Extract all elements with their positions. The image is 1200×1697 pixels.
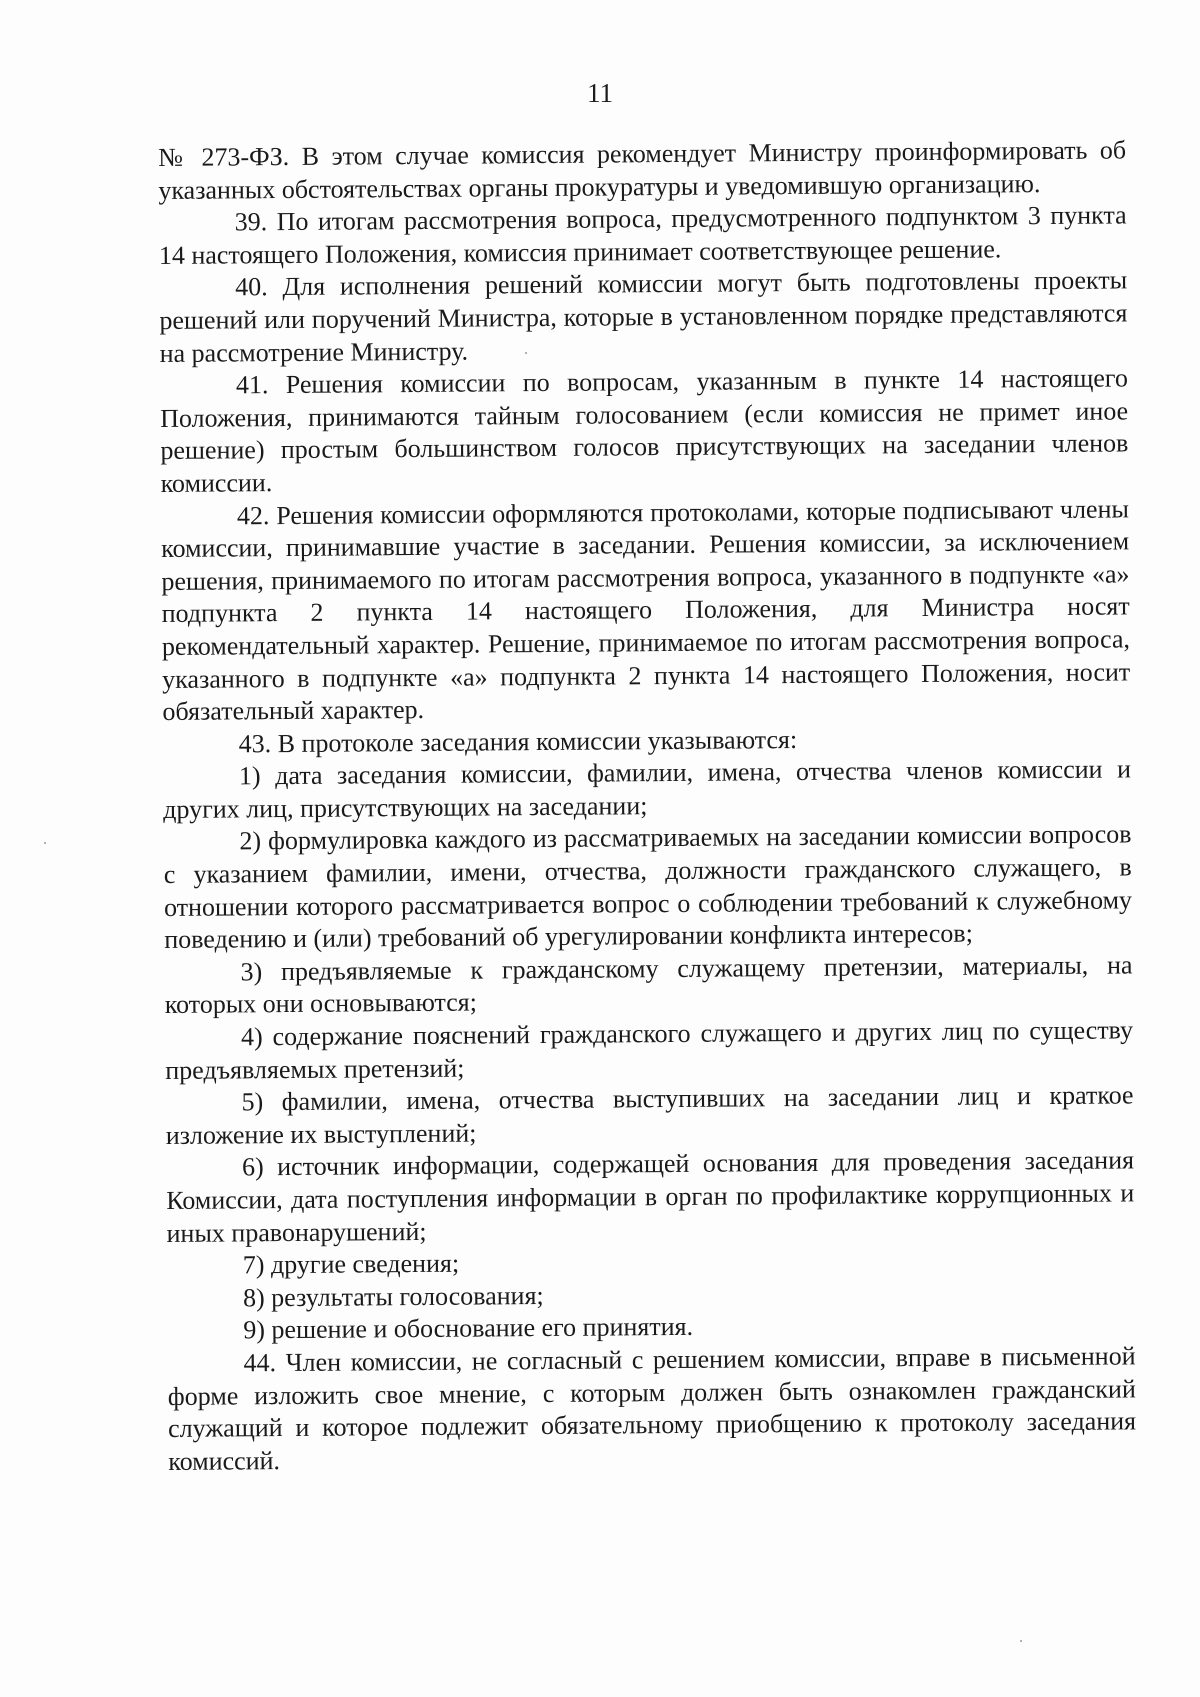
list-item-9: 9) решение и обоснование его принятия. (243, 1312, 694, 1345)
page-number: 11 (587, 78, 613, 108)
paragraph-41: 41. Решения комиссии по вопросам, указанным в пункте 14 настоящего Положения, принимаются тайным голосованием (если комиссия не примет иное решение) простым большинством голосов присутствующих на заседании членов комиссии. (160, 363, 1129, 498)
paragraph-40: 40. Для исполнения решений комиссии могут быть подготовлены проекты решений или поручений Министра, которые в установленном порядке представляются на рассмотрение Министру. (159, 265, 1128, 368)
list-item-1: 1) дата заседания комиссии, фамилии, имена, отчества членов комиссии и других лиц, присутствующих на заседании; (163, 754, 1132, 824)
list-item-2: 2) формулировка каждого из рассматриваемых на заседании комиссии вопросов с указанием фамилии, имени, отчества, должности гражданского служащего, в отношении которого рассматривается вопрос о соблюдении требований к служебному поведению и (или) требований об урегулировании конфликта интересов; (163, 819, 1133, 955)
list-item-4: 4) содержание пояснений гражданского служащего и других лиц по существу предъявляемых претензий; (165, 1015, 1134, 1085)
scan-speck (44, 842, 46, 844)
list-item-7: 7) другие сведения; (242, 1248, 460, 1280)
paragraph-43: 43. В протоколе заседания комиссии указываются: (238, 724, 798, 759)
paragraph-42: 42. Решения комиссии оформляются протоколами, которые подписывают члены комиссии, принимавшие участие в заседании. Решения комиссии, за исключением решения, принимаемого по итогам рассмотрения вопроса, указанного в подпункте «а» подпункта 2 пункта 14 настоящего Положения, для Министра носят рекомендательный характер. Решение, принимаемое по итогам рассмотрения вопроса, указанного в подпункте «а» подпункта 2 пункта 14 настоящего Положения, носит обязательный характер. (161, 493, 1131, 727)
paragraph-39: 39. По итогам рассмотрения вопроса, предусмотренного подпунктом 3 пункта 14 настоящего Положения, комиссия принимает соответствующее решение. (158, 200, 1127, 270)
list-item-8: 8) результаты голосования; (242, 1280, 544, 1313)
document-body (158, 134, 1136, 1478)
paragraph-44: 44. Член комиссии, не согласный с решением комиссии, вправе в письменной форме изложить свое мнение, с которым должен быть ознакомлен гражданский служащий и которое подлежит обязательному приобщению к протоколу заседания комиссий. (167, 1341, 1137, 1476)
scan-speck (1020, 1640, 1022, 1642)
list-item-3: 3) предъявляемые к гражданскому служащему претензии, материалы, на которых они основываются; (164, 950, 1133, 1020)
scan-speck (525, 352, 527, 354)
list-item-6: 6) источник информации, содержащей основания для проведения заседания Комиссии, дата поступления информации в орган по профилактике коррупционных и иных правонарушений; (166, 1145, 1135, 1248)
list-item-5: 5) фамилии, имена, отчества выступивших на заседании лиц и краткое изложение их выступлений; (165, 1080, 1134, 1150)
paragraph-38-continued: № 273-ФЗ. В этом случае комиссия рекомендует Министру проинформировать об указанных обстоятельствах органы прокуратуры и уведомившую организацию. (158, 135, 1127, 205)
